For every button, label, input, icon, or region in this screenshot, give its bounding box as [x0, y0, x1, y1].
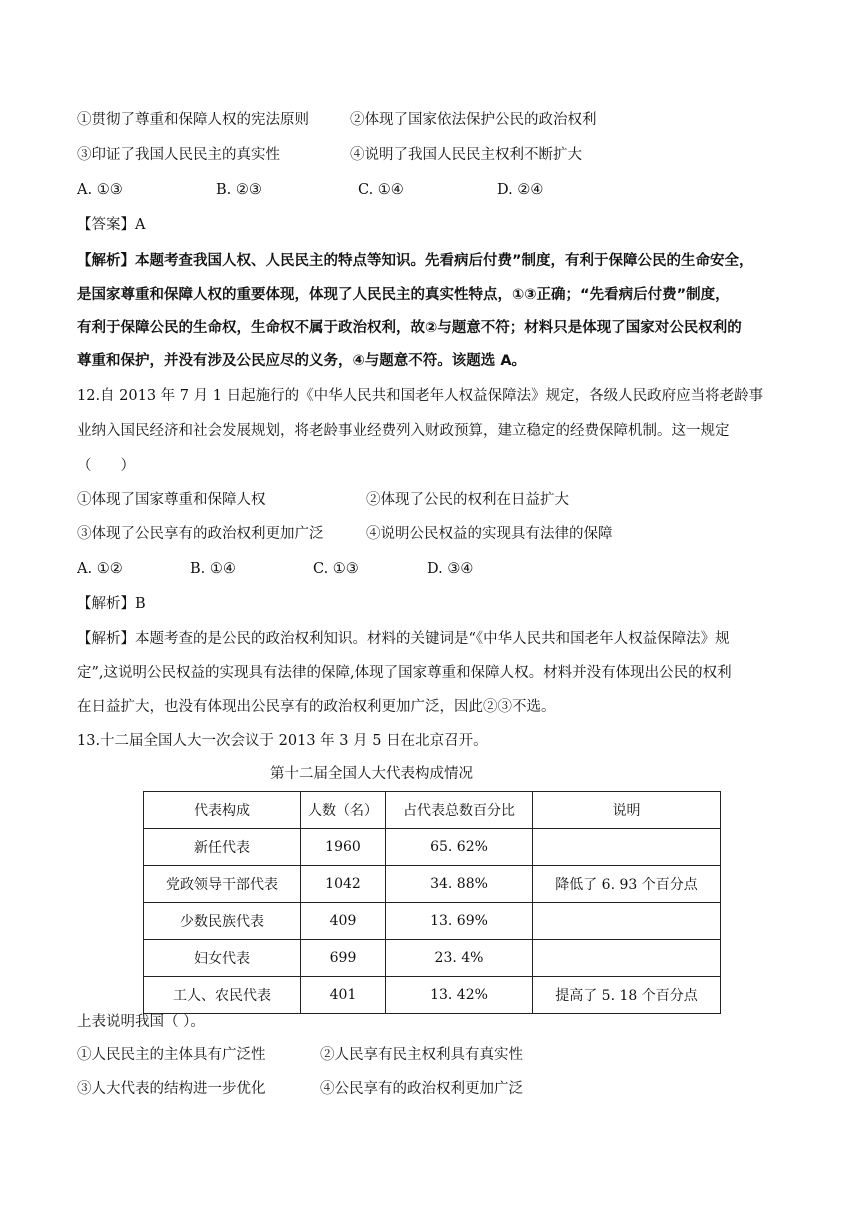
table-cell: 401	[301, 977, 386, 1014]
table-cell: 409	[301, 903, 386, 940]
table-cell: 降低了 6. 93 个百分点	[533, 866, 721, 903]
header-cell: 代表构成	[144, 792, 301, 829]
q12-stem-line-1: 12.自 2013 年 7 月 1 日起施行的《中华人民共和国老年人权益保障法》规定，各级人民政府应当将老龄事	[77, 388, 764, 404]
table-cell: 13. 42%	[386, 977, 533, 1014]
header-cell: 人数（名）	[301, 792, 386, 829]
q11-choice-d: D. ②④	[497, 182, 544, 198]
q12-option-3: ③体现了公民享有的政治权利更加广泛	[77, 526, 324, 542]
q12-option-1: ①体现了国家尊重和保障人权	[77, 492, 266, 508]
table-cell: 23. 4%	[386, 940, 533, 977]
table-cell: 65. 62%	[386, 829, 533, 866]
table-cell	[533, 829, 721, 866]
table-cell	[533, 940, 721, 977]
q12-choice-d: D. ③④	[427, 561, 474, 577]
q12-analysis-line-2: 定”,这说明公民权益的实现具有法律的保障,体现了国家尊重和保障人权。材料并没有体现出公民的权利	[77, 665, 732, 681]
q13-option-1: ①人民民主的主体具有广泛性	[77, 1047, 266, 1063]
q13-stem: 13.十二届全国人大一次会议于 2013 年 3 月 5 日在北京召开。	[77, 733, 488, 749]
q11-option-3: ③印证了我国人民民主的真实性	[77, 147, 280, 163]
q11-choice-c: C. ①④	[358, 182, 404, 198]
q12-option-4: ④说明公民权益的实现具有法律的保障	[366, 526, 613, 542]
table-header-row	[144, 792, 721, 829]
table-caption: 第十二届全国人大代表构成情况	[270, 766, 473, 782]
q12-answer: 【解析】B	[77, 596, 146, 612]
header-cell: 占代表总数百分比	[386, 792, 533, 829]
q12-stem-line-3: （ ）	[77, 458, 135, 474]
table-cell: 妇女代表	[144, 940, 301, 977]
q11-choice-a: A. ①③	[77, 182, 123, 198]
table-cell	[533, 903, 721, 940]
table-cell: 新任代表	[144, 829, 301, 866]
q12-stem-line-2: 业纳入国民经济和社会发展规划，将老龄事业经费列入财政预算，建立稳定的经费保障机制。这一规定	[77, 423, 730, 439]
q12-option-2: ②体现了公民的权利在日益扩大	[366, 492, 569, 508]
q12-choice-b: B. ①④	[190, 561, 236, 577]
table-row	[144, 829, 721, 866]
header-cell: 说明	[533, 792, 721, 829]
q12-analysis-line-3: 在日益扩大，也没有体现出公民享有的政治权利更加广泛，因此②③不选。	[77, 699, 556, 715]
table-cell: 699	[301, 940, 386, 977]
table-row	[144, 940, 721, 977]
table-cell: 少数民族代表	[144, 903, 301, 940]
q11-answer: 【答案】A	[77, 217, 146, 233]
q11-analysis-line-3: 有利于保障公民的生命权，生命权不属于政治权利，故②与题意不符；材料只是体现了国家对公民权利的	[77, 320, 742, 336]
q11-option-2: ②体现了国家依法保护公民的政治权利	[350, 112, 597, 128]
table-row	[144, 866, 721, 903]
table-cell: 1042	[301, 866, 386, 903]
q13-option-2: ②人民享有民主权利具有真实性	[320, 1047, 523, 1063]
q13-option-4: ④公民享有的政治权利更加广泛	[320, 1081, 523, 1097]
q12-choice-c: C. ①③	[313, 561, 359, 577]
table-cell: 工人、农民代表	[144, 977, 301, 1014]
q11-option-4: ④说明了我国人民民主权利不断扩大	[350, 147, 582, 163]
table-cell: 党政领导干部代表	[144, 866, 301, 903]
table-row	[144, 977, 721, 1014]
q11-analysis-line-2: 是国家尊重和保障人权的重要体现，体现了人民民主的真实性特点，①③正确；“先看病后付费”制度，	[77, 287, 730, 303]
q11-analysis-line-4: 尊重和保护，并没有涉及公民应尽的义务，④与题意不符。该题选 A。	[77, 353, 527, 369]
table-cell: 1960	[301, 829, 386, 866]
table-row	[144, 903, 721, 940]
table-cell: 34. 88%	[386, 866, 533, 903]
table-cell: 13. 69%	[386, 903, 533, 940]
q12-choice-a: A. ①②	[77, 561, 123, 577]
q11-analysis-line-1: 【解析】本题考查我国人权、人民民主的特点等知识。先看病后付费”制度，有利于保障公民的生命安全，	[77, 253, 754, 269]
q13-after-table: 上表说明我国（ ）。	[77, 1014, 205, 1030]
representatives-table	[143, 791, 721, 1014]
q13-option-3: ③人大代表的结构进一步优化	[77, 1081, 266, 1097]
q11-option-1: ①贯彻了尊重和保障人权的宪法原则	[77, 112, 309, 128]
q12-analysis-line-1: 【解析】本题考查的是公民的政治权利知识。材料的关键词是“《中华人民共和国老年人权益保障法》规	[77, 631, 730, 647]
table-cell: 提高了 5. 18 个百分点	[533, 977, 721, 1014]
q11-choice-b: B. ②③	[216, 182, 262, 198]
